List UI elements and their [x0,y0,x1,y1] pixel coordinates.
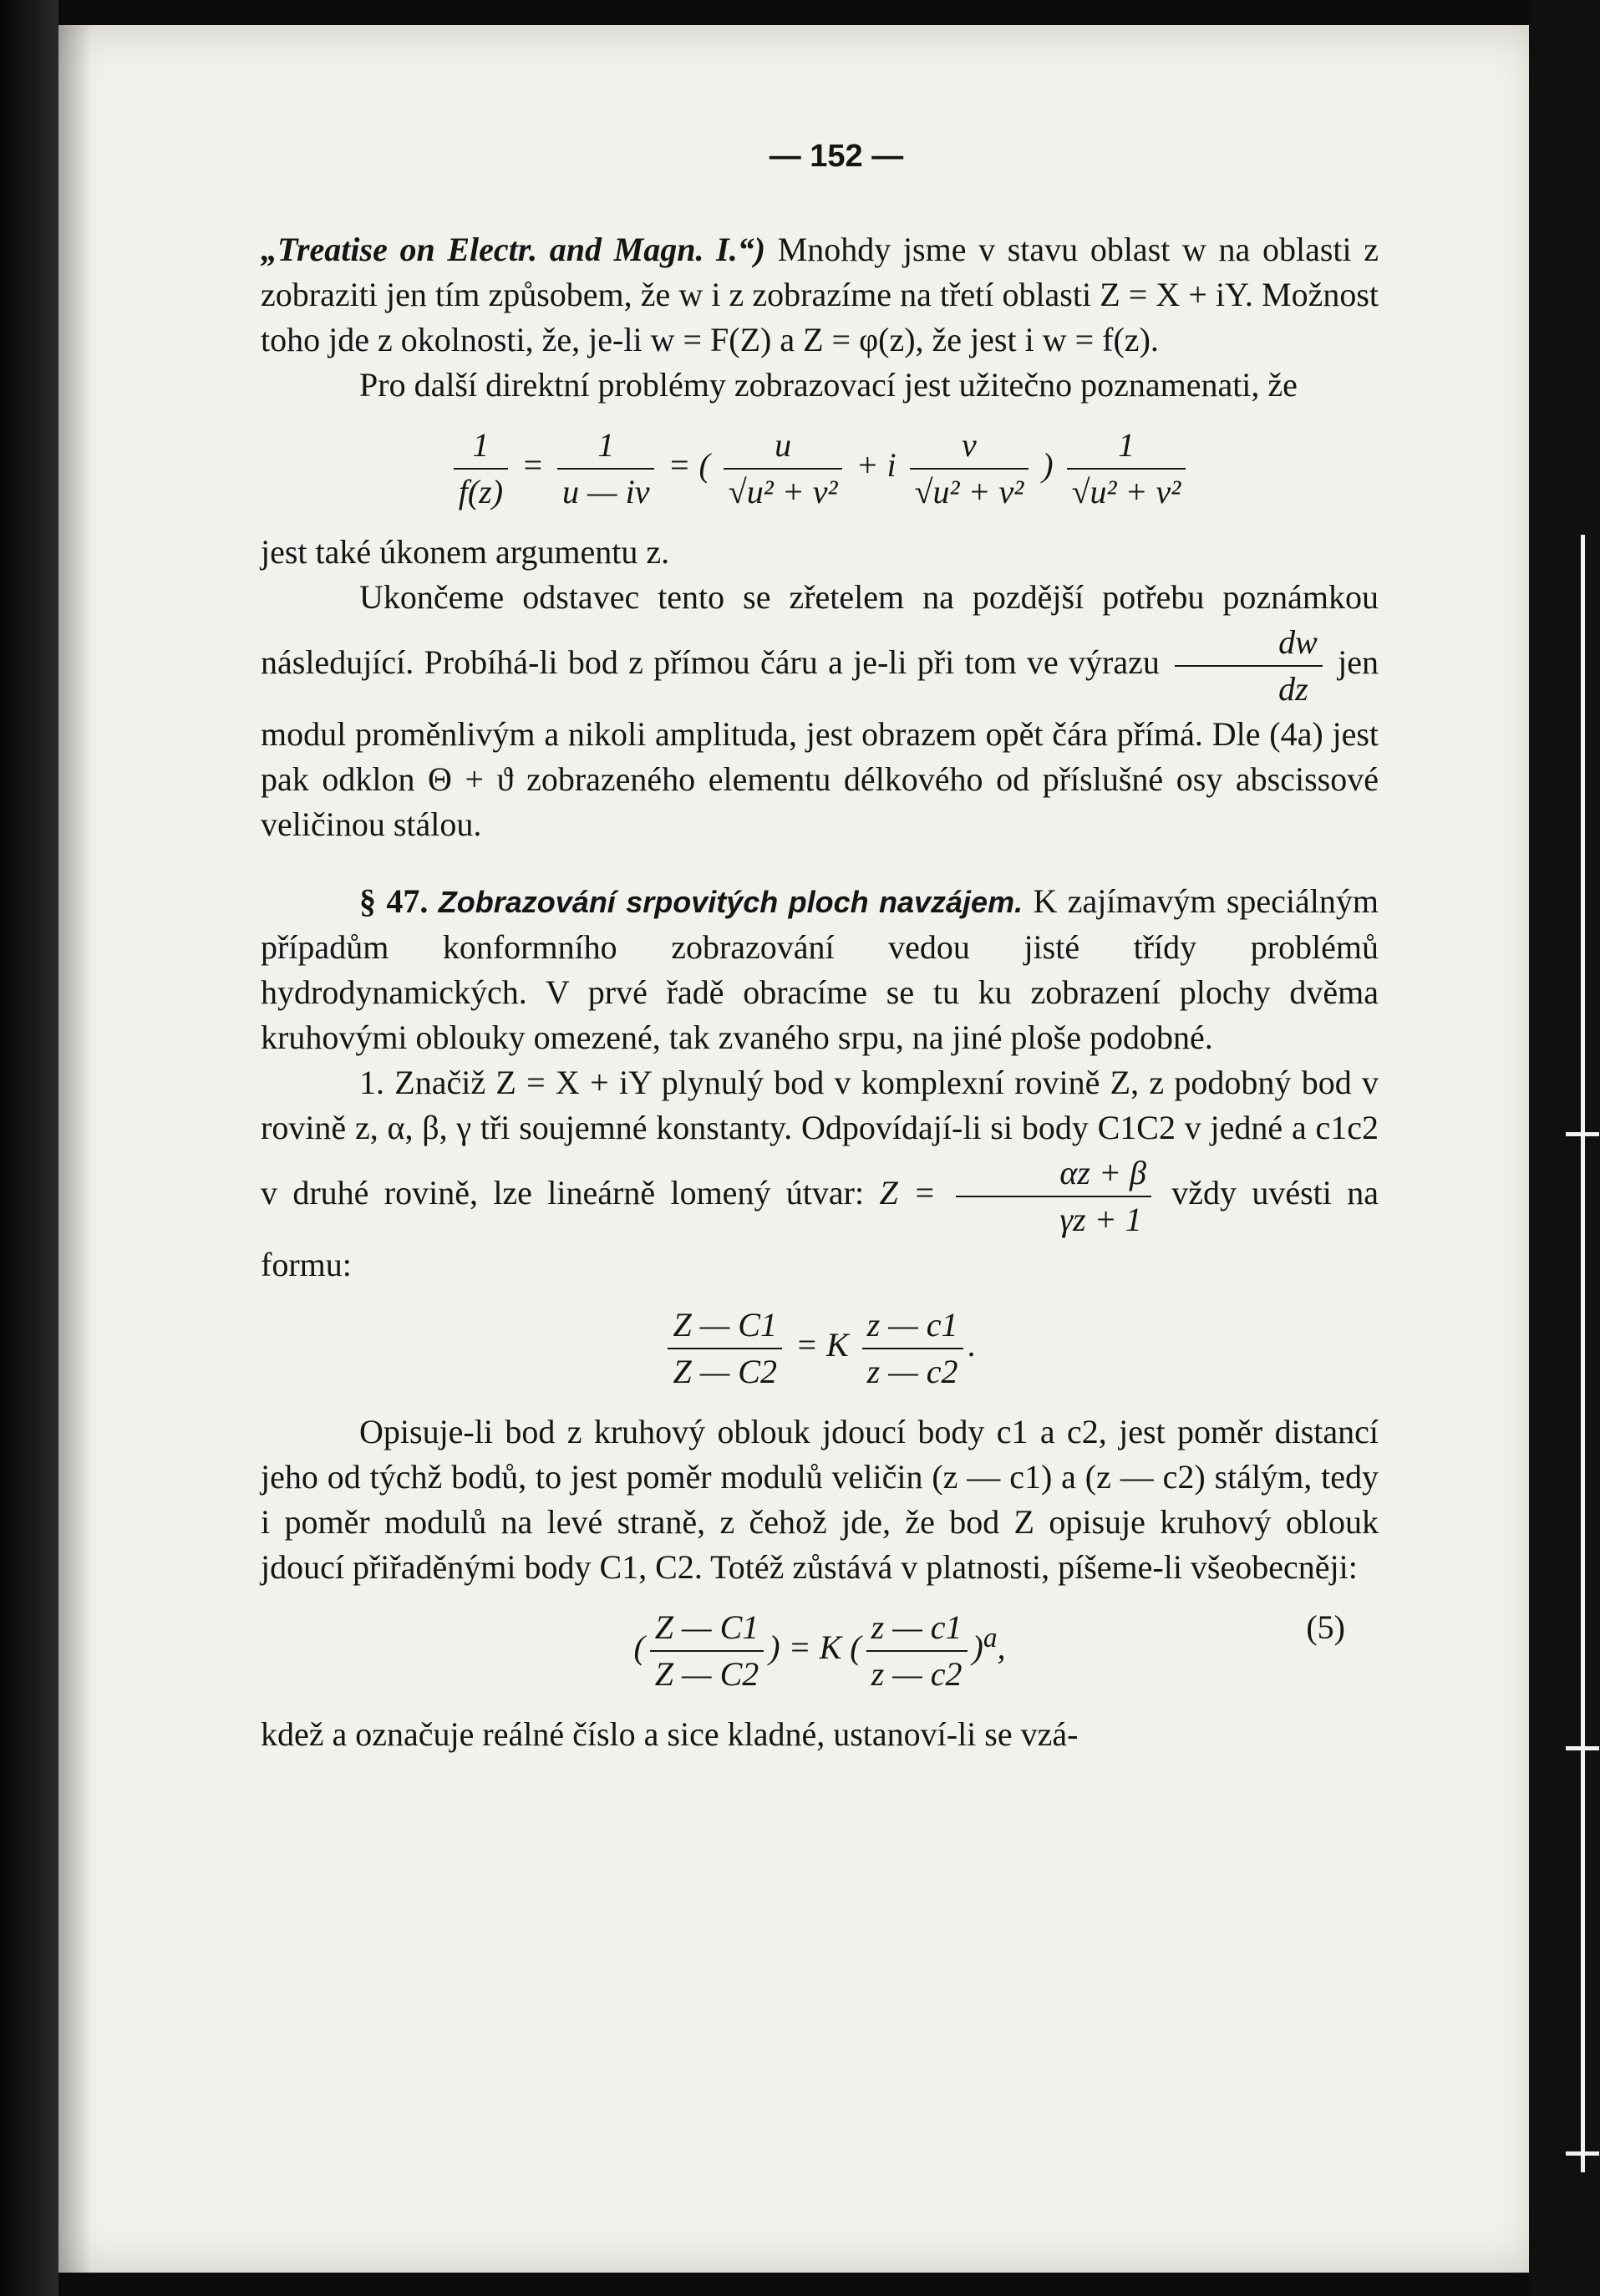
formula-cross-ratio [261,1303,1379,1394]
section-47 [261,879,1379,1060]
page-number: — 152 — [769,139,904,174]
treatise-reference: „Treatise on Electr. and Magn. I.“) [261,231,766,268]
paragraph-8: kdež a označuje reálné číslo a sice kladné, ustanoví-li se vzá- [261,1715,1079,1753]
paragraph-4-line1: Ukončeme odstavec tento se zřetelem na pozdější potřebu poznámkou následující. Probíhá-li bod z přímou čáru a je-li [261,578,1379,682]
f2-l-den: Z — C2 [673,1353,777,1390]
paragraph-4-post: jen modul proměnlivým a nikoli amplituda, jest obrazem opět čára přímá. Dle (4a) jest pak odklon Θ + ϑ zobrazeného elementu délkového od příslušné osy abscissové veličinou stálou. [261,643,1379,843]
formula-reciprocal: $\frac{1}{f(z)}$ = $\frac{1}{u — iv}$ = ( $\frac{u}{\text{√u² + v²}}$ + i $\frac{v}{\text{√u² + v²}}$ ) $\frac{1}{\text{√u² + v²}}$ [261,423,1379,515]
paragraph-3: jest také úkonem argumentu z. [261,533,670,571]
dw-dz-fraction [1175,620,1323,712]
f3-r-num: z — c1 [866,1605,968,1652]
paragraph-6-pre: lineárně lomený útvar: [547,1174,865,1212]
f1-lhs-num: 1 [454,423,508,470]
section-title: Zobrazování srpovitých ploch navzájem. [438,885,1023,919]
f2-end: . [968,1326,977,1364]
f1-a-den: √u² + v² [728,473,838,511]
f2-k: = K [795,1326,849,1364]
section-body: K zajímavým speciálným případům konformního zobrazování vedou jisté třídy problémů hydrodynamických. V prvé řadě obracíme se tu ku zobrazení plochy dvěma kruhovými oblouky omezené, tak zvaného srpu, na jiné ploše podobné. [261,882,1379,1056]
equation-number: (5) [1306,1608,1345,1646]
page-shadow [58,25,92,2273]
paragraph-4-pre: při tom ve výrazu [917,643,1160,682]
f3-k: = K [788,1628,842,1667]
scan-ruler-line [1581,535,1585,2172]
f2-r-num: z — c1 [862,1303,963,1349]
dw: dw [1175,620,1323,667]
f3-r-den: z — c2 [871,1655,963,1693]
scan-dark-margin-right [1529,0,1600,2296]
f2-l-num: Z — C1 [668,1303,782,1349]
f3-l-num: Z — C1 [650,1605,764,1652]
scan-dark-margin-left [0,0,58,2296]
f1-b-num: v [910,423,1029,470]
paragraph-6-text: 1. Značiž Z = X + iY plynulý bod v komplexní rovině Z, z podobný bod v rovině z, α, β, γ tři soujemné konstanty. Odpovídají-li si body C1C2 v jedné a c1c2 v druhé rovině, lze [261,1064,1379,1212]
paragraph-1-body: Mnohdy jsme v stavu oblast w na oblasti z zobraziti jen tím způsobem, že w i z zobrazíme na třetí oblasti Z = X + iY. Možnost toho jde z okolnosti, že, je-li w = F(Z) a Z = φ(z), že jest i w = f(z). [261,231,1379,358]
linear-fraction [956,1151,1150,1242]
paragraph-1 [261,227,1379,363]
ruler-tick [1566,2151,1599,2156]
f3-exponent: a [983,1622,998,1653]
f1-mid-den: u — iv [562,473,650,511]
f1-c-den: √u² + v² [1071,473,1181,511]
f1-lhs-den: f(z) [458,473,504,511]
ruler-tick [1566,1132,1599,1136]
lf-den: γz + 1 [1059,1201,1142,1238]
f1-b-den: √u² + v² [914,473,1024,511]
f1-mid-num: 1 [557,423,654,470]
dz: dz [1278,670,1308,708]
paragraph-4 [261,575,1379,847]
f3-end: , [997,1628,1006,1667]
paragraph-7: Opisuje-li bod z kruhový oblouk jdoucí body c1 a c2, jest poměr distancí jeho od týchž bodů, to jest poměr modulů veličin (z — c1) a (z — c2) stálým, tedy i poměr modulů na levé straně, z čehož jde, že bod Z opisuje kruhový oblouk jdoucí přiřaděnými body C1, C2. Totéž zůstává v platnosti, píšeme-li všeobecněji: [261,1413,1379,1586]
f1-a-num: u [724,423,843,470]
f3-l-den: Z — C2 [654,1655,759,1693]
lf-num: αz + β [956,1151,1150,1197]
paragraph-6 [261,1060,1379,1288]
section-number: § 47. [359,882,429,920]
page-text [261,134,1379,1757]
paragraph-2: Pro další direktní problémy zobrazovací jest užitečno poznamenati, že [359,366,1298,404]
ruler-tick [1566,1746,1599,1750]
formula-5: ( $\frac{Z — C1}{Z — C2}$ ) = K ( $\frac{z — c1}{z — c2}$ )$^a$, (5) [261,1605,1379,1697]
f1-plus-i: + i [856,446,897,485]
z-equals: Z = [879,1174,937,1212]
paragraph-6-post: vždy uvésti na formu: [261,1174,1379,1283]
f1-c-num: 1 [1067,423,1186,470]
f2-r-den: z — c2 [866,1353,958,1390]
